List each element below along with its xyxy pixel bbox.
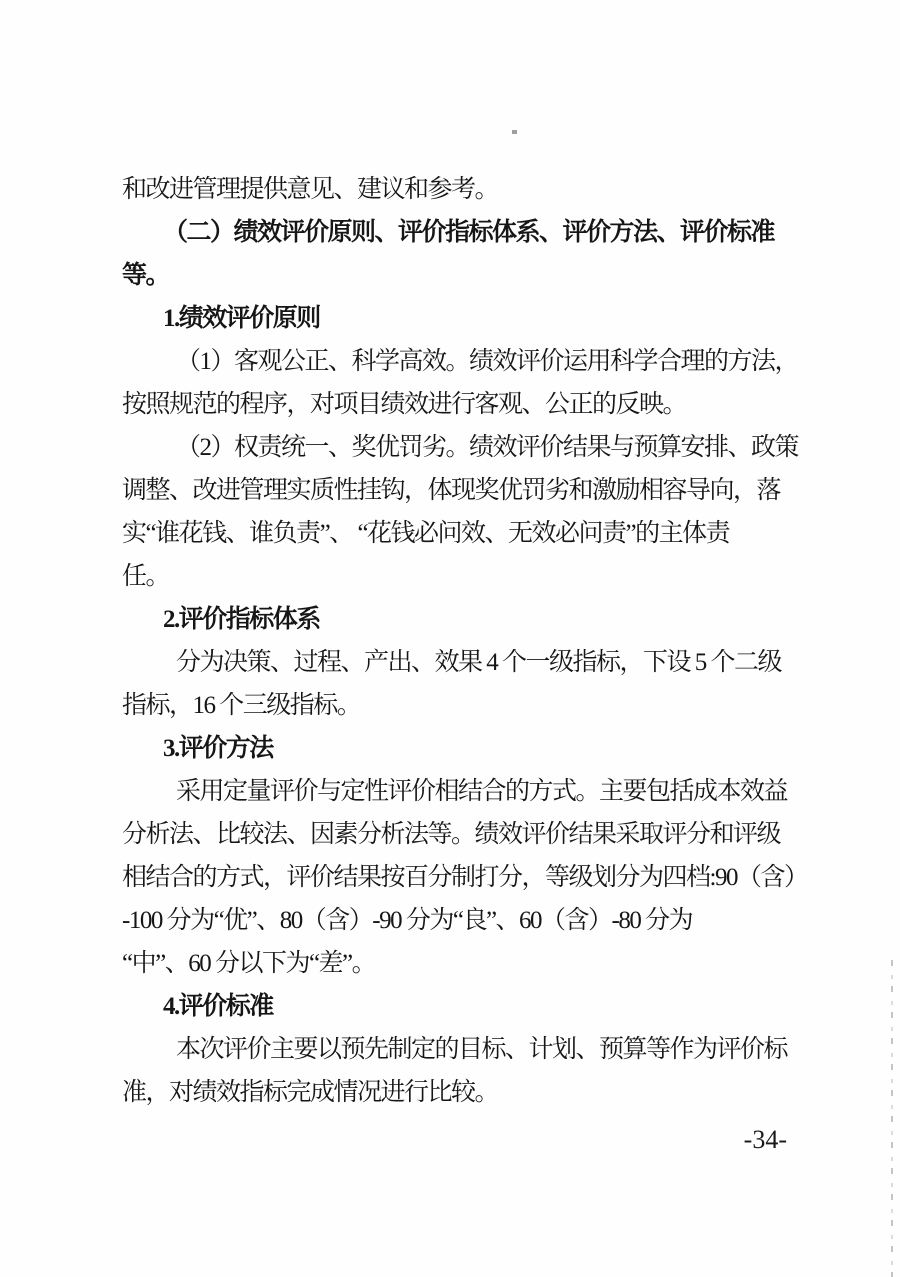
page-number: -34- [743, 1125, 787, 1154]
section-heading: （二）绩效评价原则、评价指标体系、评价方法、评价标准 [163, 219, 775, 246]
text-line: 本次评价主要以预先制定的目标、计划、预算等作为评价标 [176, 1036, 788, 1063]
subsection-heading: 2.评价指标体系 [163, 606, 320, 633]
subsection-heading: 4.评价标准 [163, 993, 273, 1020]
text-line: 分为决策、过程、产出、效果 4 个一级指标，下设 5 个二级 [176, 649, 782, 676]
text-line: 指标，16 个三级指标。 [122, 692, 361, 719]
text-line: -100 分为“优”、80（含）-90 分为“良”、60（含）-80 分为 [122, 907, 693, 934]
subsection-heading: 1.绩效评价原则 [163, 305, 320, 332]
text-line: 实“谁花钱、谁负责”、 “花钱必问效、无效必问责”的主体责 [122, 520, 730, 547]
text-line: 分析法、比较法、因素分析法等。绩效评价结果采取评分和评级 [122, 821, 781, 848]
text-line: （1）客观公正、科学高效。绩效评价运用科学合理的方法， [176, 348, 799, 375]
text-line: “中”、60 分以下为“差”。 [122, 950, 376, 977]
subsection-heading: 3.评价方法 [163, 735, 273, 762]
text-line: 调整、改进管理实质性挂钩，体现奖优罚劣和激励相容导向，落 [122, 477, 781, 504]
scan-speck-artifact [512, 130, 517, 134]
text-line: 采用定量评价与定性评价相结合的方式。主要包括成本效益 [176, 778, 788, 805]
document-body [122, 168, 822, 1114]
text-line: 按照规范的程序，对项目绩效进行客观、公正的反映。 [122, 391, 687, 418]
section-heading-continuation: 等。 [122, 262, 170, 289]
text-line: 相结合的方式，评价结果按百分制打分，等级划分为四档:90（含） [122, 864, 808, 891]
text-line: 和改进管理提供意见、建议和参考。 [122, 176, 499, 203]
scan-edge-artifact [891, 960, 893, 1277]
text-line: 任。 [122, 563, 170, 590]
text-line: 准，对绩效指标完成情况进行比较。 [122, 1079, 499, 1106]
text-line: （2）权责统一、奖优罚劣。绩效评价结果与预算安排、政策 [176, 434, 799, 461]
